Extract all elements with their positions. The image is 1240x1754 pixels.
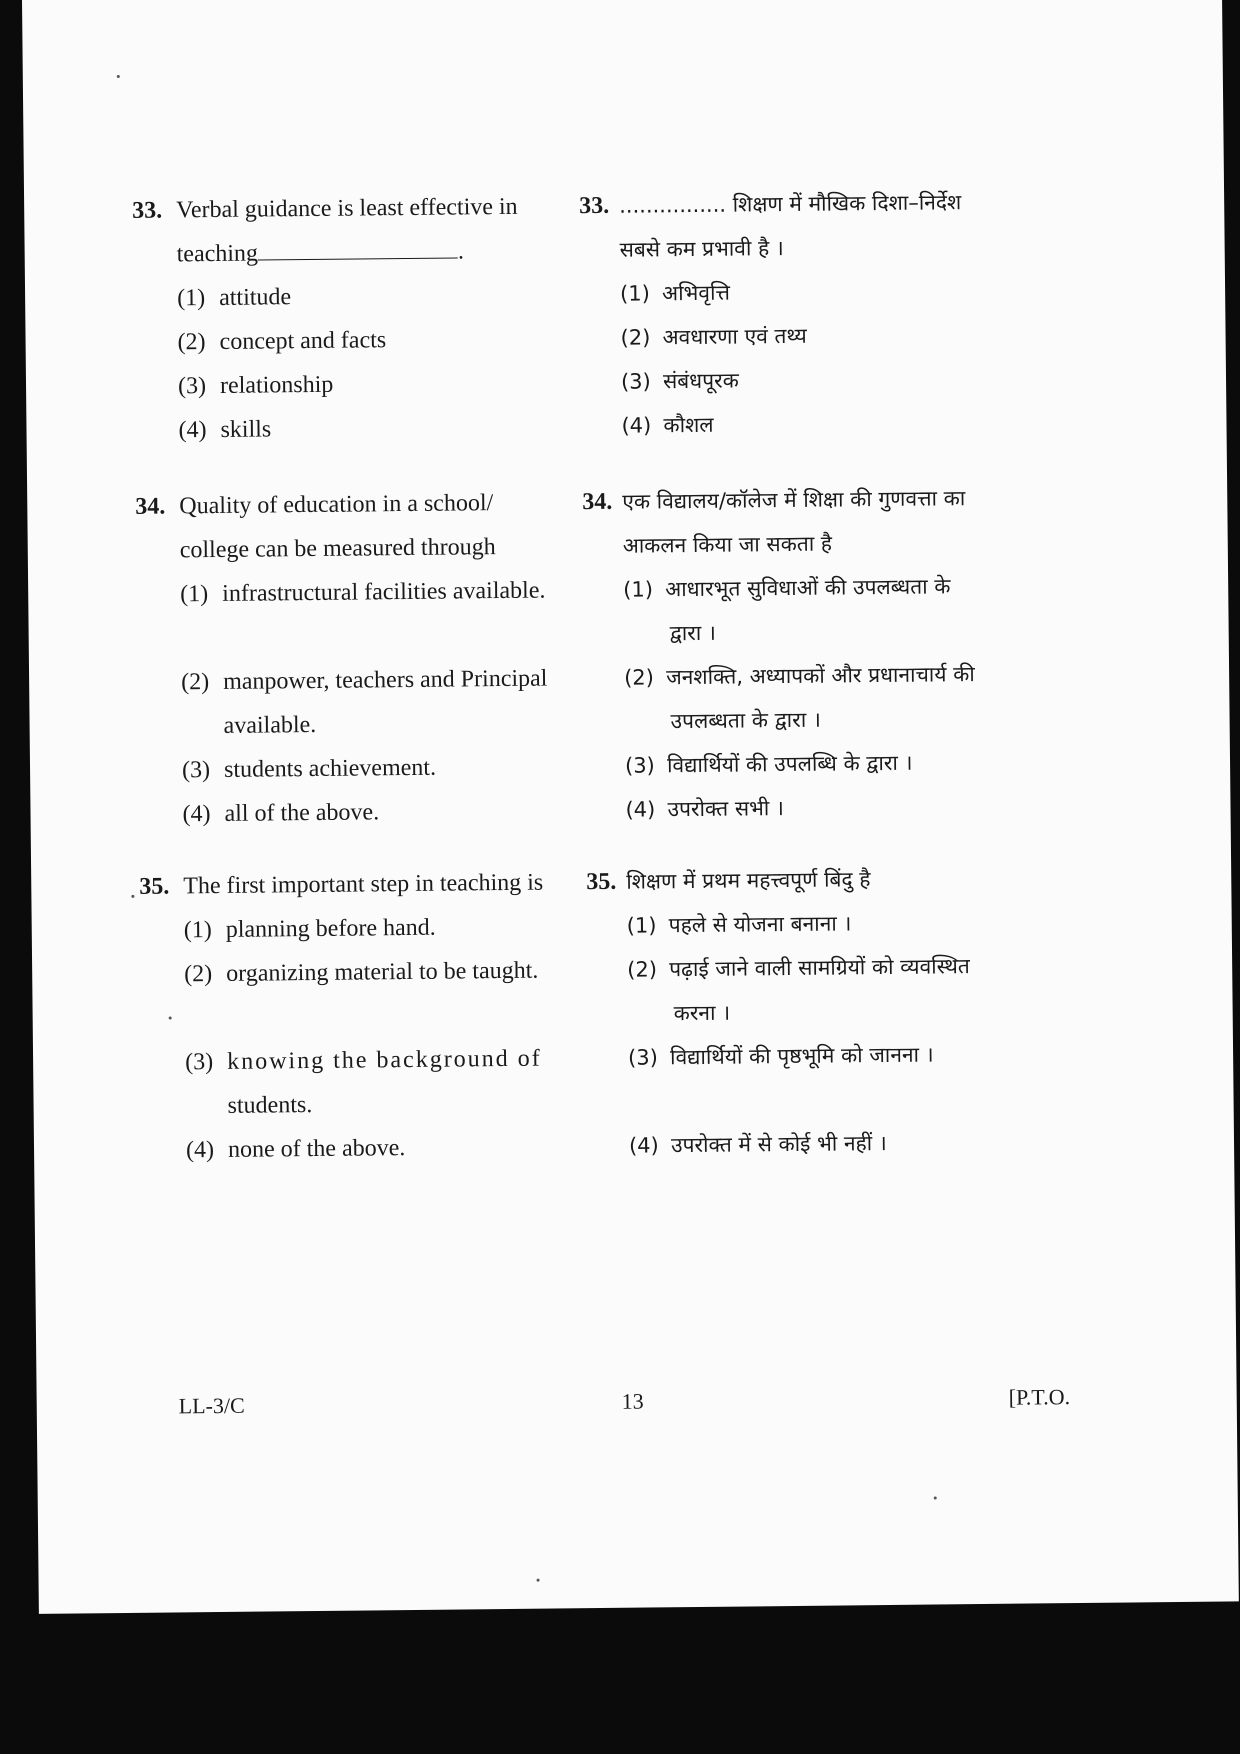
question-number: 35.	[586, 868, 617, 896]
option-3: (3) विद्यार्थियों की पृष्ठभूमि को जानना ।	[627, 1042, 934, 1070]
scan-speck	[117, 75, 120, 78]
option-4: (4) skills	[178, 416, 272, 444]
question-35	[31, 853, 1231, 1164]
question-number: 34.	[582, 488, 613, 516]
option-1: (1) आधारभूत सुविधाओं की उपलब्धता के	[623, 574, 951, 602]
option-3: (3) विद्यार्थियों की उपलब्धि के द्वारा ।	[624, 750, 913, 778]
question-33-hindi	[579, 179, 1052, 448]
option-1: (1) पहले से योजना बनाना ।	[626, 911, 852, 938]
question-number: 34.	[135, 493, 166, 520]
option-2: (2) पढ़ाई जाने वाली सामग्रियों को व्यवस्थित	[627, 954, 970, 982]
option-1: (1) infrastructural facilities available.	[180, 577, 546, 608]
question-stem: आकलन किया जा सकता है	[622, 531, 833, 558]
option-4: (4) all of the above.	[182, 799, 380, 828]
question-stem: ................ शिक्षण में मौखिक दिशा–निर्देश	[619, 190, 962, 218]
option-4: (4) उपरोक्त सभी ।	[625, 796, 785, 822]
option-2: (2) जनशक्ति, अध्यापकों और प्रधानाचार्य की	[624, 662, 975, 690]
question-stem: Verbal guidance is least effective in	[176, 193, 518, 224]
option-1: (1) अभिवृत्ति	[619, 280, 731, 306]
option-2: (2) manpower, teachers and Principal	[181, 665, 548, 696]
question-number: 33.	[132, 197, 163, 224]
option-4: (4) कौशल	[621, 412, 714, 438]
option-2: (2) अवधारणा एवं तथ्य	[620, 323, 807, 350]
option-2: (2) concept and facts	[177, 327, 387, 356]
please-turn-over: [P.T.O.	[1008, 1384, 1071, 1410]
option-4: (4) none of the above.	[185, 1135, 406, 1164]
option-1: (1) attitude	[176, 284, 292, 312]
scan-speck	[934, 1497, 937, 1500]
booklet-code: LL-3/C	[178, 1392, 245, 1419]
option-3: (3) relationship	[177, 371, 334, 400]
exam-page	[22, 0, 1239, 1614]
question-35-hindi: 35. शिक्षण में प्रथम महत्त्वपूर्ण बिंदु है (1) पहले से योजना बनाना । (2) पढ़ाई जाने वाली सामग्रियों को व्यवस्थित करना । (3) विद्यार्थियों की पृष्ठभूमि को जानना । (4) उपरोक्त में से कोई भी नहीं ।	[586, 855, 1059, 1168]
question-stem: college can be measured through	[179, 534, 496, 564]
question-stem: एक विद्यालय/कॉलेज में शिक्षा की गुणवत्ता का	[622, 486, 966, 514]
scan-speck	[537, 1579, 540, 1582]
question-33	[24, 177, 1224, 444]
scan-speck	[169, 1016, 172, 1019]
question-stem: शिक्षण में प्रथम महत्त्वपूर्ण बिंदु है	[626, 867, 871, 894]
option-1: (1) planning before hand.	[183, 914, 436, 944]
option-3: (3) संबंधपूरक	[620, 368, 739, 394]
answer-blank	[258, 231, 458, 260]
option-2: (2) organizing material to be taught.	[184, 957, 539, 988]
option-3: (3) students achievement.	[181, 754, 437, 784]
question-35-english: 35. The first important step in teaching is (1) planning before hand. (2) organizing material to be taught. (3) knowing the background of students. (4) none of the above.	[139, 860, 612, 1173]
option-4: (4) उपरोक्त में से कोई भी नहीं ।	[628, 1131, 887, 1158]
option-3: (3) knowing the background of	[184, 1045, 542, 1076]
question-34	[27, 473, 1227, 828]
question-stem: सबसे कम प्रभावी है ।	[619, 236, 784, 262]
page-footer	[37, 1382, 1237, 1435]
question-stem: teaching	[176, 240, 259, 268]
question-stem: The first important step in teaching is	[183, 869, 544, 900]
question-34-hindi: 34. एक विद्यालय/कॉलेज में शिक्षा की गुणवत्ता का आकलन किया जा सकता है (1) आधारभूत सुविधाओं की उपलब्धता के द्वारा । (2) जनशक्ति, अध्यापकों और प्रधानाचार्य की उपलब्धता के द्वारा । (3) विद्यार्थियों की उपलब्धि के द्वारा । (4) उपरोक्त सभी ।	[582, 475, 1056, 832]
question-34-english: 34. Quality of education in a school/ college can be measured through (1) infrastructural facilities available. (2) manpower, teachers and Principal available. (3) students achievement. (4) all of the above.	[135, 480, 609, 837]
question-number: 33.	[579, 192, 610, 220]
question-number: 35.	[139, 873, 170, 900]
page-number: 13	[621, 1388, 644, 1414]
question-stem: Quality of education in a school/	[179, 490, 494, 520]
question-33-english: 33. Verbal guidance is least effective in teaching . (1) attitude (2) concept and facts (3) relationship (4) skills	[132, 184, 605, 453]
scan-speck	[131, 895, 134, 898]
